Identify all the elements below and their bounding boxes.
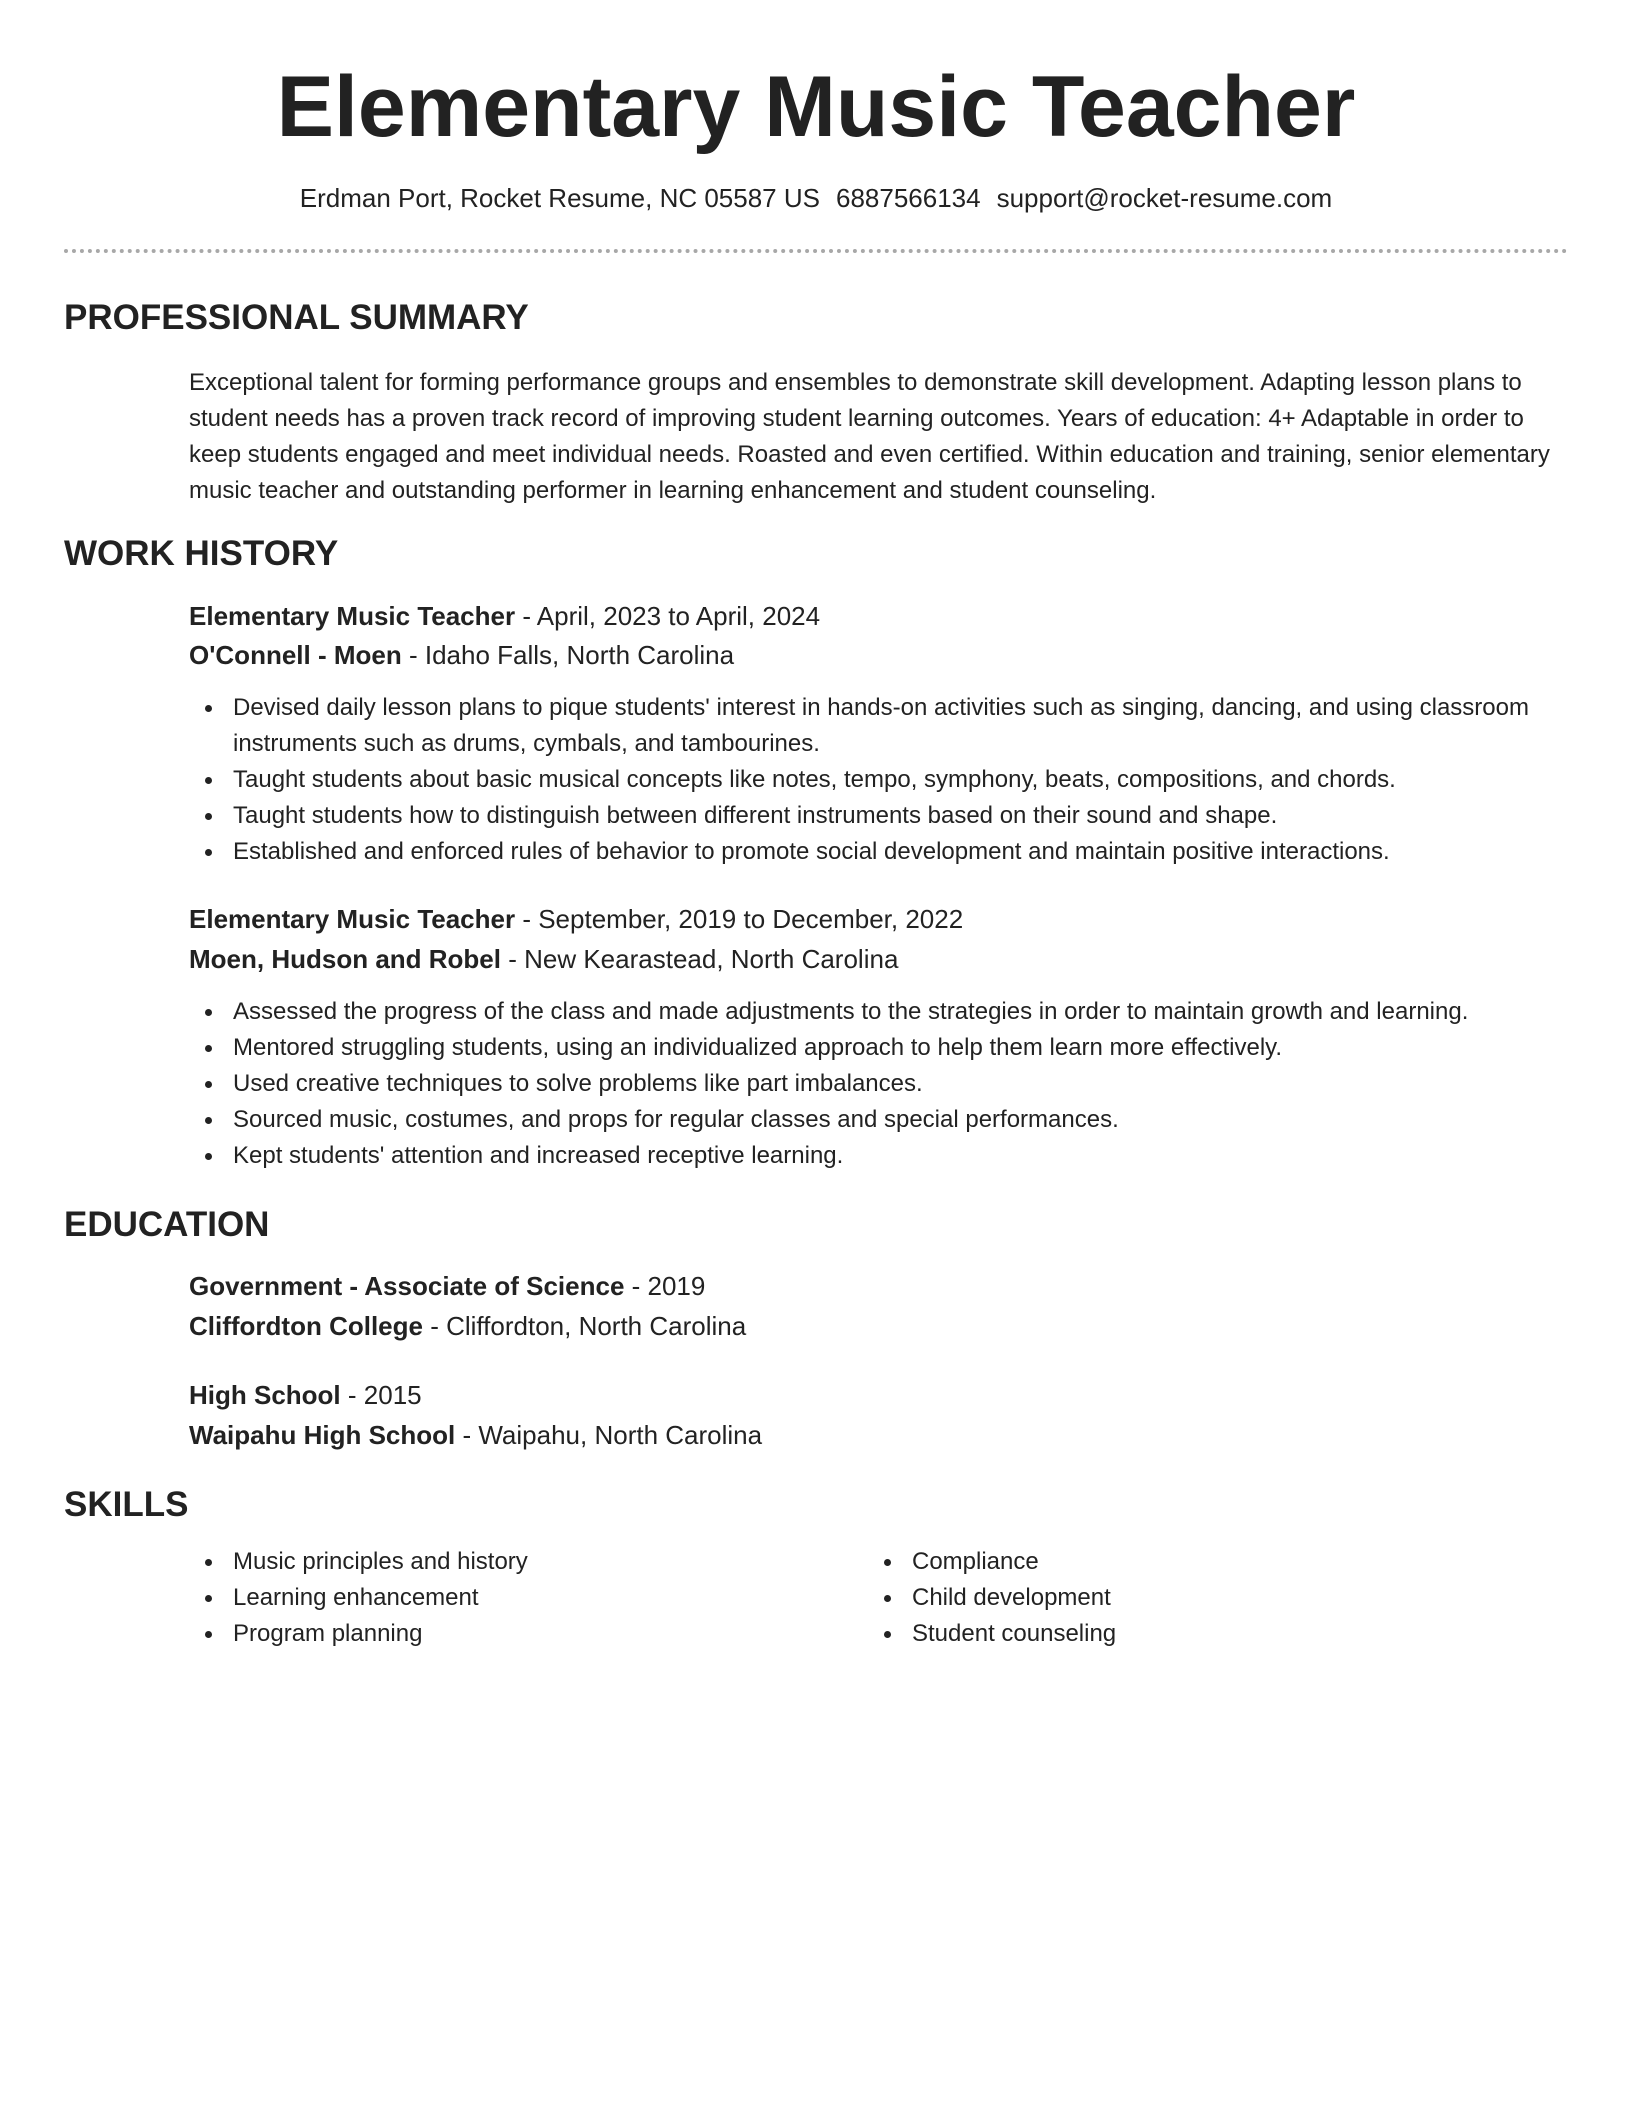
candidate-name: Elementary Music Teacher — [276, 59, 1356, 155]
list-item: Devised daily lesson plans to pique students' interest in hands-on activities such as singing, dancing, and using classroom instruments such as drums, cymbals, and tambourines. — [189, 690, 1564, 762]
job-2-location: - New Kearastead, North Carolina — [501, 944, 899, 974]
list-item: Student counseling — [868, 1616, 1508, 1652]
summary-heading: PROFESSIONAL SUMMARY — [64, 298, 529, 337]
list-item: Sourced music, costumes, and props for regular classes and special performances. — [189, 1102, 1564, 1138]
list-item: Learning enhancement — [189, 1580, 829, 1616]
job-2-company-line — [189, 940, 1564, 979]
education-heading: EDUCATION — [64, 1205, 270, 1244]
skills-list-right — [868, 1544, 1508, 1652]
job-1-title: Elementary Music Teacher — [189, 601, 516, 631]
edu-2-degree: High School — [189, 1380, 341, 1410]
edu-1-location: - Cliffordton, North Carolina — [422, 1311, 747, 1341]
list-item: Assessed the progress of the class and made adjustments to the strategies in order to maintain growth and learning. — [189, 994, 1564, 1030]
resume-page — [64, 0, 1568, 2112]
list-item: Taught students how to distinguish between different instruments based on their sound and shape. — [189, 798, 1564, 834]
edu-1-year: - 2019 — [624, 1271, 706, 1301]
edu-2-school-line — [189, 1416, 1564, 1455]
summary-text: Exceptional talent for forming performance groups and ensembles to demonstrate skill development. Adapting lesson plans to student needs has a proven track record of improving student learning outcomes. Years of education: 4+ Adaptable in order to keep students engaged and meet individual needs. Roasted and even certified. Within education and training, senior elementary music teacher and outstanding performer in learning enhancement and student counseling. — [189, 369, 1550, 504]
edu-1-degree: Government - Associate of Science — [189, 1271, 625, 1301]
job-2-bullets — [189, 994, 1564, 1174]
job-1-title-line — [189, 597, 1564, 636]
list-item: Program planning — [189, 1616, 829, 1652]
list-item: Kept students' attention and increased receptive learning. — [189, 1138, 1564, 1174]
list-item: Mentored struggling students, using an individualized approach to help them learn more effectively. — [189, 1030, 1564, 1066]
list-item: Child development — [868, 1580, 1508, 1616]
edu-1-school-line — [189, 1307, 1564, 1346]
job-1-location: - Idaho Falls, North Carolina — [401, 640, 735, 670]
edu-2-location: - Waipahu, North Carolina — [455, 1420, 763, 1450]
list-item: Compliance — [868, 1544, 1508, 1580]
list-item: Music principles and history — [189, 1544, 829, 1580]
edu-2-degree-line — [189, 1376, 1564, 1415]
list-item: Established and enforced rules of behavior to promote social development and maintain positive interactions. — [189, 834, 1564, 870]
skills-list-left — [189, 1544, 829, 1652]
work-history-heading: WORK HISTORY — [64, 534, 339, 573]
contact-address: Erdman Port, Rocket Resume, NC 05587 US — [299, 183, 820, 213]
job-1-company-line — [189, 636, 1564, 675]
contact-line — [64, 180, 1568, 216]
job-2-dates: - September, 2019 to December, 2022 — [515, 904, 964, 934]
job-1-company: O'Connell - Moen — [189, 640, 402, 670]
skills-heading: SKILLS — [64, 1485, 189, 1524]
edu-2-school: Waipahu High School — [189, 1420, 456, 1450]
job-1-bullets — [189, 690, 1564, 870]
list-item: Taught students about basic musical concepts like notes, tempo, symphony, beats, compositions, and chords. — [189, 762, 1564, 798]
edu-1-degree-line — [189, 1267, 1564, 1306]
contact-phone: 6887566134 — [835, 183, 981, 213]
job-2-title: Elementary Music Teacher — [189, 904, 516, 934]
list-item: Used creative techniques to solve problems like part imbalances. — [189, 1066, 1564, 1102]
contact-email: support@rocket-resume.com — [996, 183, 1333, 213]
job-2-company: Moen, Hudson and Robel — [189, 944, 501, 974]
edu-1-school: Cliffordton College — [189, 1311, 423, 1341]
header-divider — [64, 249, 1568, 253]
job-2-title-line — [189, 900, 1564, 939]
edu-2-year: - 2015 — [340, 1380, 422, 1410]
job-1-dates: - April, 2023 to April, 2024 — [515, 601, 821, 631]
